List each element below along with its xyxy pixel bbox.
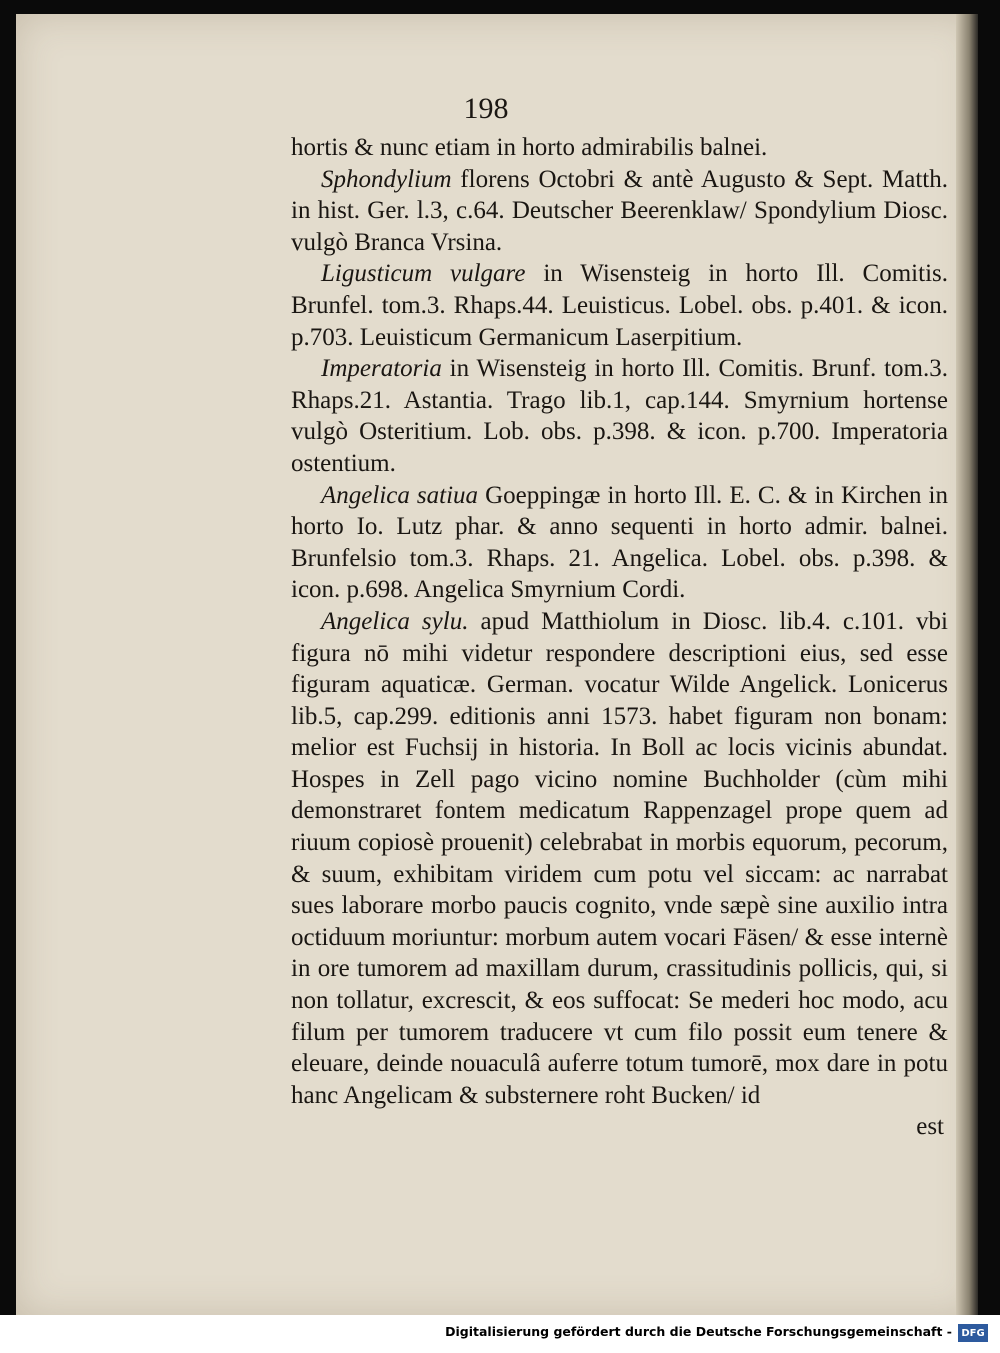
plant-name: Ligusticum vulgare bbox=[321, 260, 526, 288]
footer-bar bbox=[0, 1315, 1000, 1353]
catchword: est bbox=[916, 1113, 944, 1141]
entry-text: in Wisensteig in horto Ill. Comitis. Brunfel. tom.3. Rhaps.44. Leuisticus. Lobel. obs. p.401. & icon. p.703. Leuisticum Germanicum Laserpitium. bbox=[291, 260, 948, 351]
scanned-page bbox=[16, 14, 978, 1317]
page-number: 198 bbox=[463, 92, 509, 125]
plant-name: Sphondylium bbox=[321, 165, 452, 193]
plant-name: Angelica sylu. bbox=[321, 607, 469, 635]
entry-angelica-sylu bbox=[291, 606, 948, 1112]
plant-name: Imperatoria bbox=[321, 355, 442, 383]
entry-text: florens Octobri & antè Augusto & Sept. Matth. in hist. Ger. l.3, c.64. Deutscher Beerenklaw/ Spondylium Diosc. vulgò Branca Vrsina. bbox=[291, 165, 948, 256]
entry-text: apud Matthiolum in Diosc. lib.4. c.101. vbi figura nō mihi videtur respondere descriptioni eius, sed esse figuram aquaticæ. German. vocatur Wilde Angelick. Lonicerus lib.5, cap.299. editionis anni 1573. habet figuram non bonam: melior est Fuchsij in historia. In Boll ac locis vicinis abundat. Hospes in Zell pago vicino nomine Buchholder (cùm mihi demonstraret fontem medicatum Rappenzagel prope quem ad riuum copiosè prouenit) celebrabat in morbis equorum, pecorum, & suum, exhibitam viridem cum potu vel siccam: ac narrabat sues laborare morbo paucis cognito, vnde sæpè sine auxilio intra octiduum moriuntur: morbum autem vocari Fäsen/ & esse internè in ore tumorem ad maxillam durum, crassitudinis pollicis, qui, si non tollatur, excrescit, & eos suffocat: Se mederi hoc modo, acu filum per tumorem traducere vt cum filo possit eum tenere & eleuare, deinde nouaculâ auferre totum tumorē, mox dare in potu hanc Angelicam & substernere roht Bucken/ id bbox=[291, 607, 948, 1109]
body-text bbox=[291, 132, 948, 1143]
plant-name: Angelica satiua bbox=[321, 481, 479, 509]
entry-text: in Wisensteig in horto Ill. Comitis. Brunf. tom.3. Rhaps.21. Astantia. Trago lib.1, cap.144. Smyrnium hortense vulgò Osteritium. Lob. obs. p.398. & icon. p.700. Imperatoria ostentium. bbox=[291, 355, 948, 477]
dfg-logo-icon: DFG bbox=[958, 1324, 988, 1342]
entry-angelica-satiua bbox=[291, 480, 948, 606]
entry-ligusticum bbox=[291, 258, 948, 353]
entry-sphondylium bbox=[291, 164, 948, 259]
funding-note: Digitalisierung gefördert durch die Deutsche Forschungsgemeinschaft - bbox=[445, 1324, 952, 1339]
entry-text: Goeppingæ in horto Ill. E. C. & in Kirchen in horto Io. Lutz phar. & anno sequenti in horto admir. balnei. Brunfelsio tom.3. Rhaps. 21. Angelica. Lobel. obs. p.398. & icon. p.698. Angelica Smyrnium Cordi. bbox=[291, 481, 948, 604]
entry-imperatoria bbox=[291, 353, 948, 479]
book-spine bbox=[956, 14, 978, 1317]
paragraph-continuation bbox=[291, 132, 948, 164]
paragraph-text: hortis & nunc etiam in horto admirabilis balnei. bbox=[291, 134, 768, 161]
